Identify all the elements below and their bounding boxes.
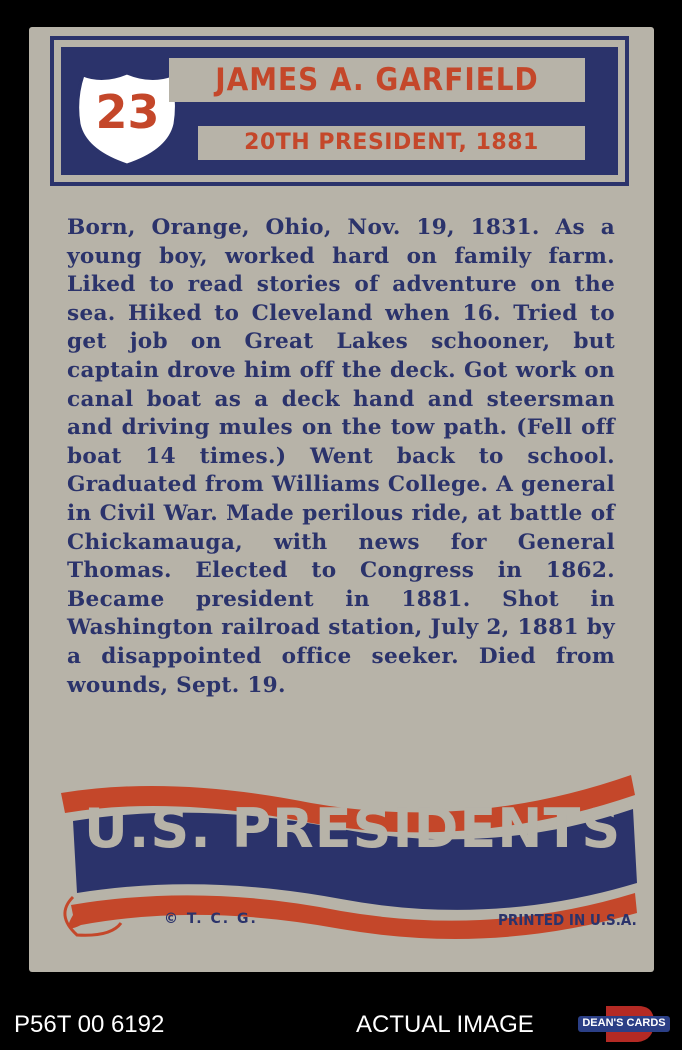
card-number: 23 — [95, 85, 160, 139]
printed-in-text: PRINTED IN U.S.A. — [498, 911, 637, 929]
cert-number: P56T 00 6192 — [14, 1011, 165, 1038]
president-name: JAMES A. GARFIELD — [169, 58, 585, 102]
logo-text: DEAN'S CARDS — [582, 1017, 666, 1029]
trading-card-back — [29, 27, 654, 972]
actual-image-label: ACTUAL IMAGE — [356, 1011, 534, 1038]
biography-text: Born, Orange, Ohio, Nov. 19, 1831. As a young boy, worked hard on family farm. Liked to read stories of adventure on the sea. Hiked to Cleveland when 16. Tried to get job on Great Lakes schooner, but captain drove him off the deck. Got work on canal boat as a deck hand and steersman and driving mules on the tow path. (Fell off boat 14 times.) Went back to school. Graduated from Williams College. A general in Civil War. Made perilous ride, at battle of Chickamauga, with news for General Thomas. Elected to Congress in 1862. Became president in 1881. Shot in Washington railroad station, July 2, 1881 by a disappointed office seeker. Died from wounds, Sept. 19. — [67, 215, 615, 698]
series-banner-text: U.S. PRESIDENTS — [84, 797, 622, 860]
president-subtitle: 20TH PRESIDENT, 1881 — [198, 126, 585, 160]
copyright-text: © T. C. G. — [164, 911, 258, 927]
